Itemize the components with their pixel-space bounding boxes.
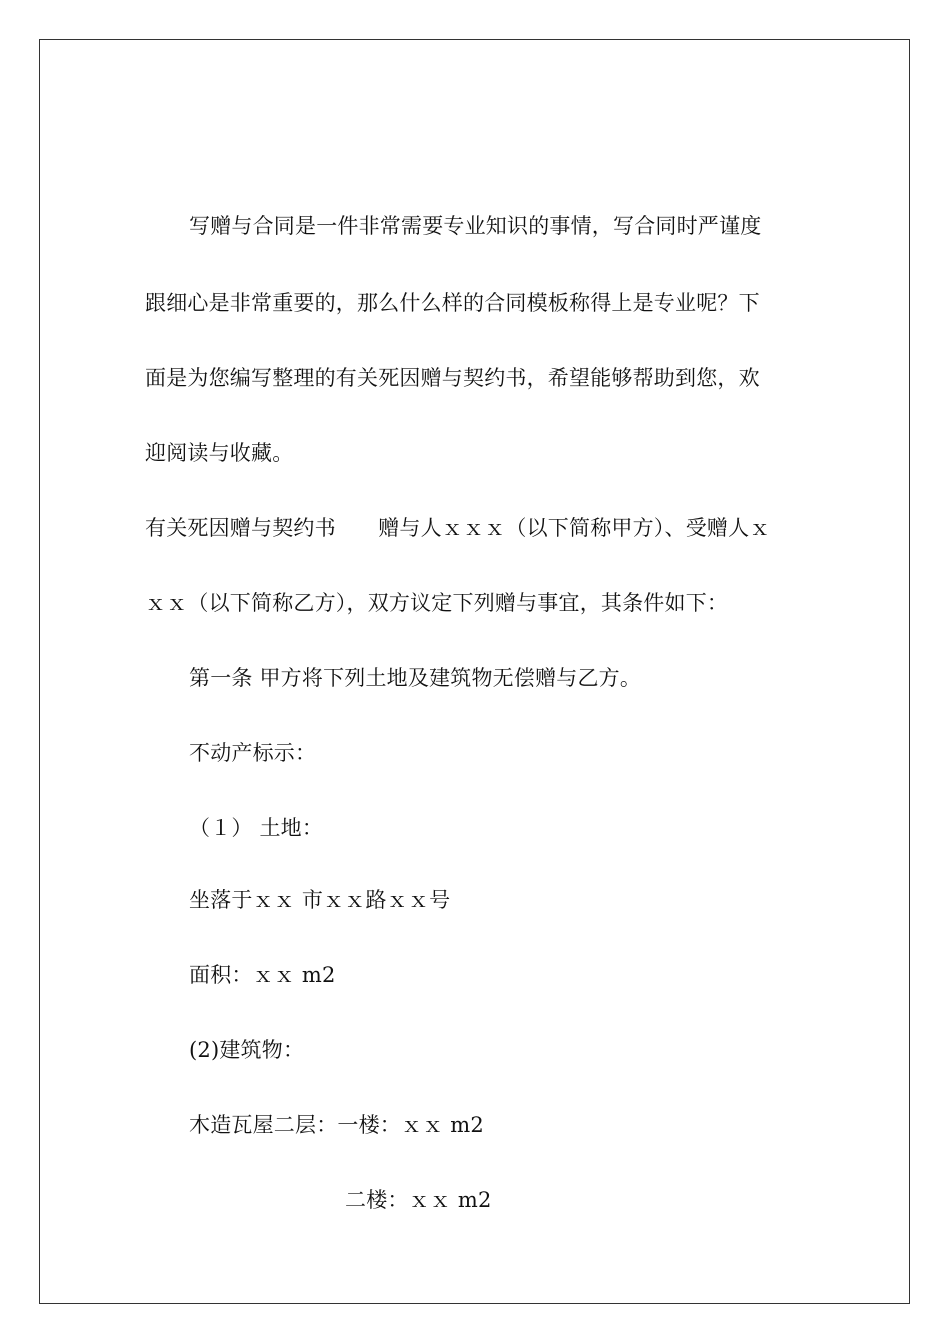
land-location: 坐落于ｘｘ 市ｘｘ路ｘｘ号 bbox=[189, 888, 451, 912]
land-area: 面积：ｘｘ m2 bbox=[189, 963, 336, 987]
building-floor-2: 二楼：ｘｘ m2 bbox=[345, 1188, 492, 1212]
intro-line-1: 写赠与合同是一件非常需要专业知识的事情，写合同时严谨度 bbox=[189, 214, 762, 238]
article-1: 第一条 甲方将下列土地及建筑物无偿赠与乙方。 bbox=[189, 666, 642, 690]
intro-line-2: 跟细心是非常重要的，那么什么样的合同模板称得上是专业呢？下 bbox=[145, 291, 760, 315]
land-heading: （１） 土地： bbox=[189, 816, 324, 840]
contract-title-line: 有关死因赠与契约书 赠与人ｘｘｘ（以下简称甲方）、受赠人ｘ bbox=[145, 516, 771, 540]
building-heading: (2)建筑物： bbox=[189, 1038, 305, 1062]
contract-parties-line: ｘｘ（以下简称乙方），双方议定下列赠与事宜，其条件如下： bbox=[145, 591, 729, 615]
intro-line-4: 迎阅读与收藏。 bbox=[145, 441, 294, 465]
intro-line-3: 面是为您编写整理的有关死因赠与契约书，希望能够帮助到您，欢 bbox=[145, 366, 760, 390]
building-floor-1: 木造瓦屋二层：一楼：ｘｘ m2 bbox=[189, 1113, 484, 1137]
property-heading: 不动产标示： bbox=[189, 741, 317, 765]
